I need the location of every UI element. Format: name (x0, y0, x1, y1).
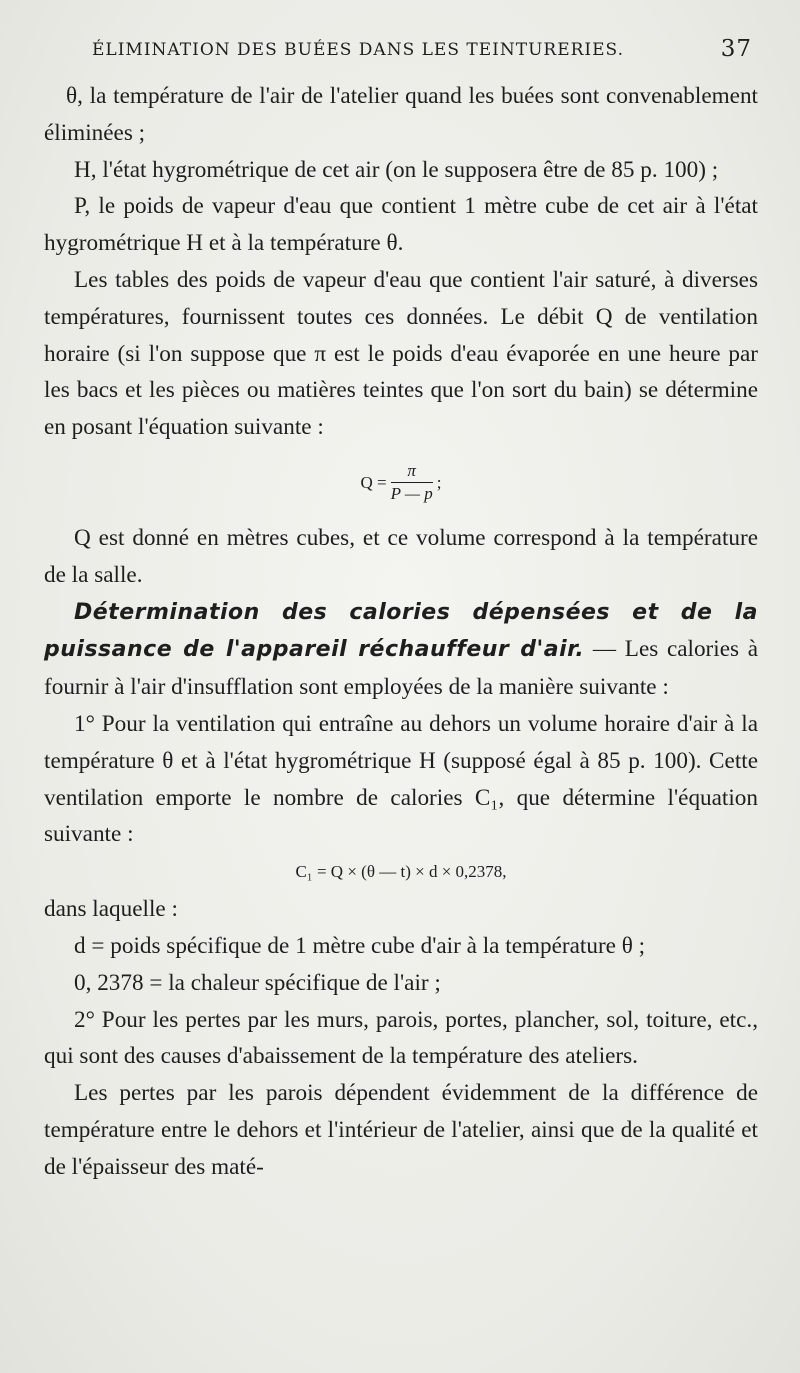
page-header (92, 36, 752, 70)
paragraph-d: d = poids spécifique de 1 mètre cube d'air à la température θ ; (74, 932, 646, 959)
paragraph-tables: Les tables des poids de vapeur d'eau que contient l'air saturé, à diverses températures, fournissent toutes ces données. Le débit Q de ventilation horaire (si l'on suppose que π est le poids d'eau évaporée en une heure par les bacs et les pièces ou matières teintes que l'on sort du bain) se détermine en posant l'équation suivante : (44, 266, 758, 441)
formula-q-end: ; (436, 472, 442, 492)
formula-q-fraction (391, 460, 433, 505)
formula-c1: C₁ = Q × (θ — t) × d × 0,2378, (295, 862, 507, 882)
paragraph-dans-laquelle: dans laquelle : (44, 896, 178, 923)
paragraph-chaleur: 0, 2378 = la chaleur spécifique de l'air ; (74, 969, 441, 996)
paragraph-h: H, l'état hygrométrique de cet air (on le supposera être de 85 p. 100) ; (74, 156, 719, 183)
formula-q-numerator: π (391, 460, 433, 483)
paragraph-ventilation: 1° Pour la ventilation qui entraîne au dehors un volume horaire d'air à la température θ et à l'état hygrométrique H (supposé égal à 85 p. 100). Cette ventilation emporte le nombre de calories C₁, que détermine l'équation suivante : (44, 710, 758, 848)
formula-q (44, 446, 758, 520)
page-number: 37 (720, 36, 752, 62)
paragraph-q-volume: Q est donné en mètres cubes, et ce volume correspond à la température de la salle. (44, 524, 758, 588)
body-text (44, 78, 758, 1186)
formula-q-denominator: P — p (390, 484, 433, 504)
paragraph-determination (44, 594, 758, 706)
formula-q-lhs: Q = (360, 472, 387, 492)
paragraph-pertes: 2° Pour les pertes par les murs, parois, portes, plancher, sol, toiture, etc., qui sont des causes d'abaissement de la température des ateliers. (44, 1006, 758, 1070)
paragraph-parois: Les pertes par les parois dépendent évidemment de la différence de température entre le dehors et l'intérieur de l'atelier, ainsi que de la qualité et de l'épaisseur des maté- (44, 1080, 758, 1180)
paragraph-p: P, le poids de vapeur d'eau que contient 1 mètre cube de cet air à l'état hygrométrique H et à la température θ. (44, 193, 758, 257)
paragraph-determination-text: — Les calories à fournir à l'air d'insufflation sont employées de la manière suivante : (44, 636, 759, 701)
running-title: ÉLIMINATION DES BUÉES DANS LES TEINTURERIES. (92, 40, 624, 60)
paragraph-theta: θ, la température de l'air de l'atelier quand les buées sont convenablement éliminées ; (44, 83, 758, 146)
section-heading: Détermination des calories dépensées et de la puissance de l'appareil réchauffeur d'air. (44, 599, 758, 663)
